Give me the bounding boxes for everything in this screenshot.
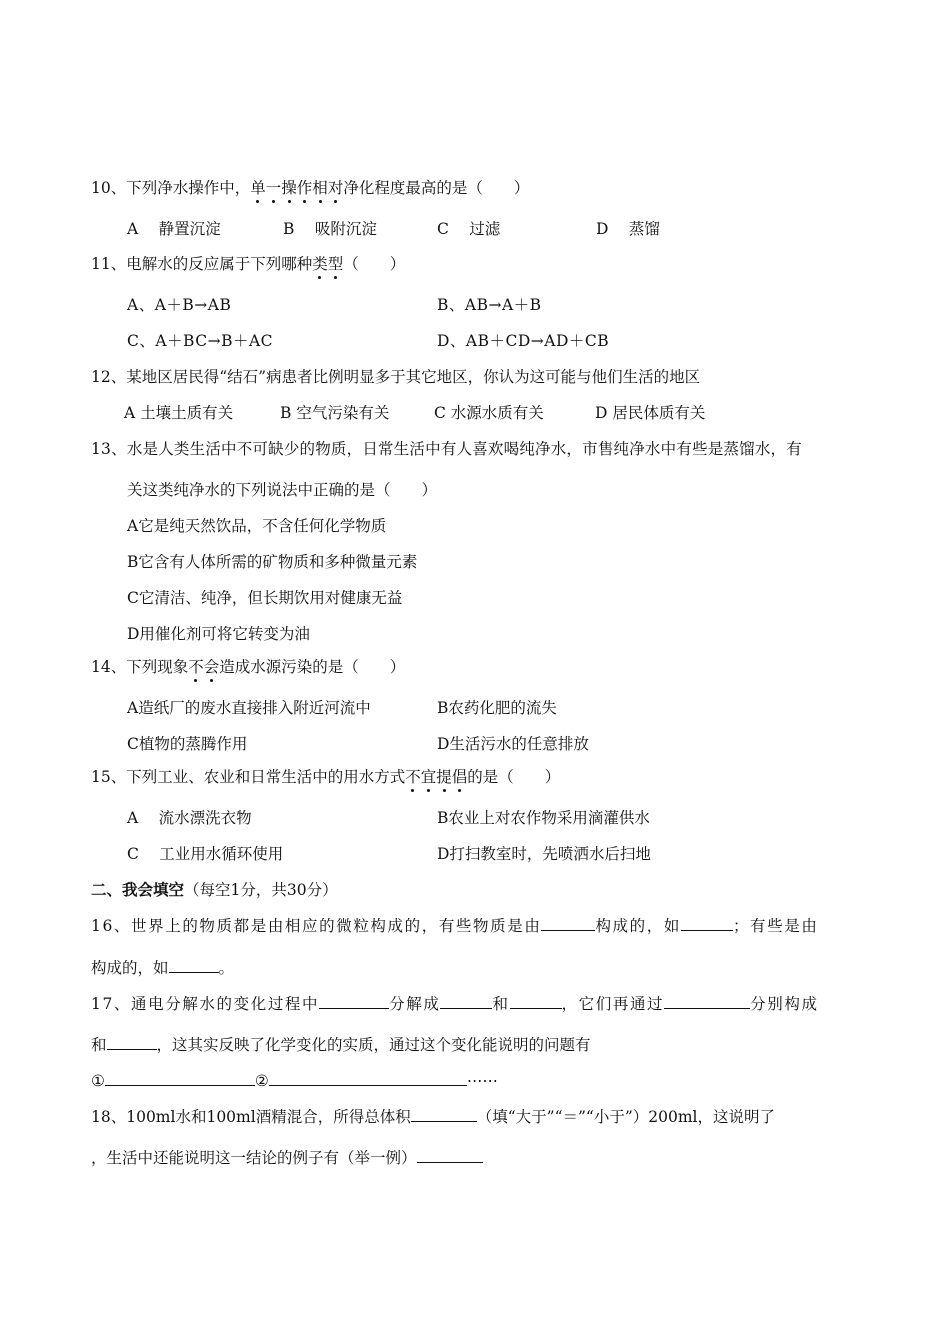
q12-option-c: C 水源水质有关 — [434, 404, 544, 422]
answer-blank[interactable] — [440, 994, 492, 1009]
question-17-line-1 — [91, 994, 819, 1014]
emphasis-char: 单 — [250, 179, 266, 197]
q16-text-3: ；有些是由 — [732, 917, 819, 935]
q17-text-3: 和 — [492, 995, 510, 1013]
section-2-heading — [91, 880, 338, 900]
q10-option-c: C 过滤 — [437, 220, 501, 238]
answer-blank[interactable] — [417, 1148, 483, 1163]
q17-text-1: 17、通电分解水的变化过程中 — [91, 995, 320, 1013]
emphasis-char: 型 — [327, 255, 344, 273]
q10-option-a: A 静置沉淀 — [127, 220, 221, 238]
q12-option-d: D 居民体质有关 — [595, 404, 706, 422]
question-13-line-1: 13、水是人类生活中不可缺少的物质，日常生活中有人喜欢喝纯净水，市售纯净水中有些是蒸馏水，有 — [91, 440, 802, 458]
q16-text-5: 。 — [218, 959, 235, 977]
question-12: 12、某地区居民得“结石”病患者比例明显多于其它地区，你认为这可能与他们生活的地区 — [91, 368, 701, 386]
q13-option-d: D用催化剂可将它转变为油 — [127, 625, 310, 643]
q14-option-d: D生活污水的任意排放 — [437, 735, 589, 753]
q17-text-4: ，它们再通过 — [561, 995, 665, 1013]
q18-text-3: ，生活中还能说明这一结论的例子有（举一例） — [91, 1149, 417, 1167]
question-18-line-1 — [91, 1107, 775, 1127]
emphasis-char: 一 — [265, 179, 282, 197]
section-2-title: 二、我会填空 — [91, 880, 185, 899]
q14-option-b: B农药化肥的流失 — [437, 699, 557, 717]
q15-option-d: D打扫教室时，先喷洒水后扫地 — [437, 845, 651, 863]
q11-option-d: D、AB＋CD→AD＋CB — [437, 332, 610, 350]
q15-post: 的是（ ） — [467, 768, 561, 786]
q11-option-a: A、A＋B→AB — [127, 296, 232, 314]
q17-text-5: 分别构成 — [750, 995, 819, 1013]
q17-text-2: 分解成 — [389, 995, 441, 1013]
emphasis-char: 不 — [405, 768, 421, 786]
q16-text-1: 16、世界上的物质都是由相应的微粒构成的，有些物质是由 — [91, 917, 542, 935]
question-13-line-2: 关这类纯净水的下列说法中正确的是（ ） — [127, 481, 438, 499]
q11-post: （ ） — [343, 255, 406, 273]
q15-pre: 15、下列工业、农业和日常生活中的用水方式 — [91, 768, 406, 786]
q16-text-2: 构成的，如 — [595, 917, 681, 935]
answer-blank[interactable] — [541, 916, 595, 931]
question-17-line-3 — [91, 1071, 498, 1091]
q11-pre: 11、电解水的反应属于下列哪种 — [91, 255, 313, 273]
q10-option-d: D 蒸馏 — [596, 220, 660, 238]
answer-blank[interactable] — [681, 916, 733, 931]
answer-blank[interactable] — [510, 994, 562, 1009]
emphasis-char: 类 — [312, 255, 328, 273]
emphasis-char: 倡 — [451, 768, 468, 786]
emphasis-char: 提 — [436, 768, 452, 786]
question-10 — [91, 178, 529, 198]
q14-post: 造成水源污染的是（ ） — [219, 658, 406, 676]
circled-number-2: ② — [254, 1072, 269, 1090]
answer-blank[interactable] — [664, 994, 750, 1009]
q11-option-b: B、AB→A＋B — [437, 296, 542, 314]
q14-option-a: A造纸厂的废水直接排入附近河流中 — [127, 699, 371, 717]
q15-option-a: A 流水漂洗衣物 — [127, 809, 252, 827]
q12-option-a: A 土壤土质有关 — [124, 404, 234, 422]
emphasis-char: 相 — [312, 179, 328, 197]
emphasis-char: 宜 — [420, 768, 437, 786]
question-16-line-1 — [91, 916, 818, 936]
q16-text-4: 构成的，如 — [91, 959, 169, 977]
ellipsis: ⋯⋯ — [466, 1072, 498, 1090]
emphasis-char: 作 — [296, 179, 313, 197]
circled-number-1: ① — [91, 1072, 105, 1090]
q12-option-b: B 空气污染有关 — [280, 404, 390, 422]
q13-option-b: B它含有人体所需的矿物质和多种微量元素 — [127, 553, 418, 571]
answer-blank[interactable] — [107, 1035, 157, 1050]
question-11 — [91, 254, 405, 274]
q18-text-1: 18、100ml水和100ml酒精混合，所得总体积 — [91, 1108, 411, 1126]
q15-option-c: C 工业用水循环使用 — [127, 845, 284, 863]
question-17-line-2 — [91, 1035, 591, 1055]
question-14 — [91, 657, 405, 677]
q11-option-c: C、A＋BC→B＋AC — [127, 332, 274, 350]
q13-option-a: A它是纯天然饮品，不含任何化学物质 — [127, 517, 387, 535]
q17-text-7: ，这其实反映了化学变化的实质，通过这个变化能说明的问题有 — [156, 1036, 591, 1054]
answer-blank[interactable] — [319, 994, 389, 1009]
q10-option-b: B 吸附沉淀 — [283, 220, 377, 238]
q13-option-c: C它清洁、纯净，但长期饮用对健康无益 — [127, 589, 403, 607]
emphasis-char: 不 — [188, 658, 204, 676]
q15-option-b: B农业上对农作物采用滴灌供水 — [437, 809, 650, 827]
question-15 — [91, 767, 560, 787]
q18-text-2: （填“大于”“＝”“小于”）200ml，这说明了 — [476, 1108, 776, 1126]
answer-blank[interactable] — [105, 1071, 255, 1086]
answer-blank[interactable] — [411, 1107, 477, 1122]
q14-option-c: C植物的蒸腾作用 — [127, 735, 248, 753]
emphasis-char: 会 — [203, 658, 220, 676]
emphasis-char: 操 — [281, 179, 297, 197]
answer-blank[interactable] — [169, 958, 219, 973]
answer-blank[interactable] — [269, 1071, 467, 1086]
q10-post: 净化程度最高的是（ ） — [343, 179, 530, 197]
question-16-line-2 — [91, 958, 234, 978]
q17-text-6: 和 — [91, 1036, 107, 1054]
question-18-line-2 — [91, 1148, 483, 1168]
q10-pre: 10、下列净水操作中， — [91, 179, 251, 197]
section-2-note: （每空1分，共30分） — [184, 881, 338, 899]
q14-pre: 14、下列现象 — [91, 658, 189, 676]
emphasis-char: 对 — [327, 179, 344, 197]
